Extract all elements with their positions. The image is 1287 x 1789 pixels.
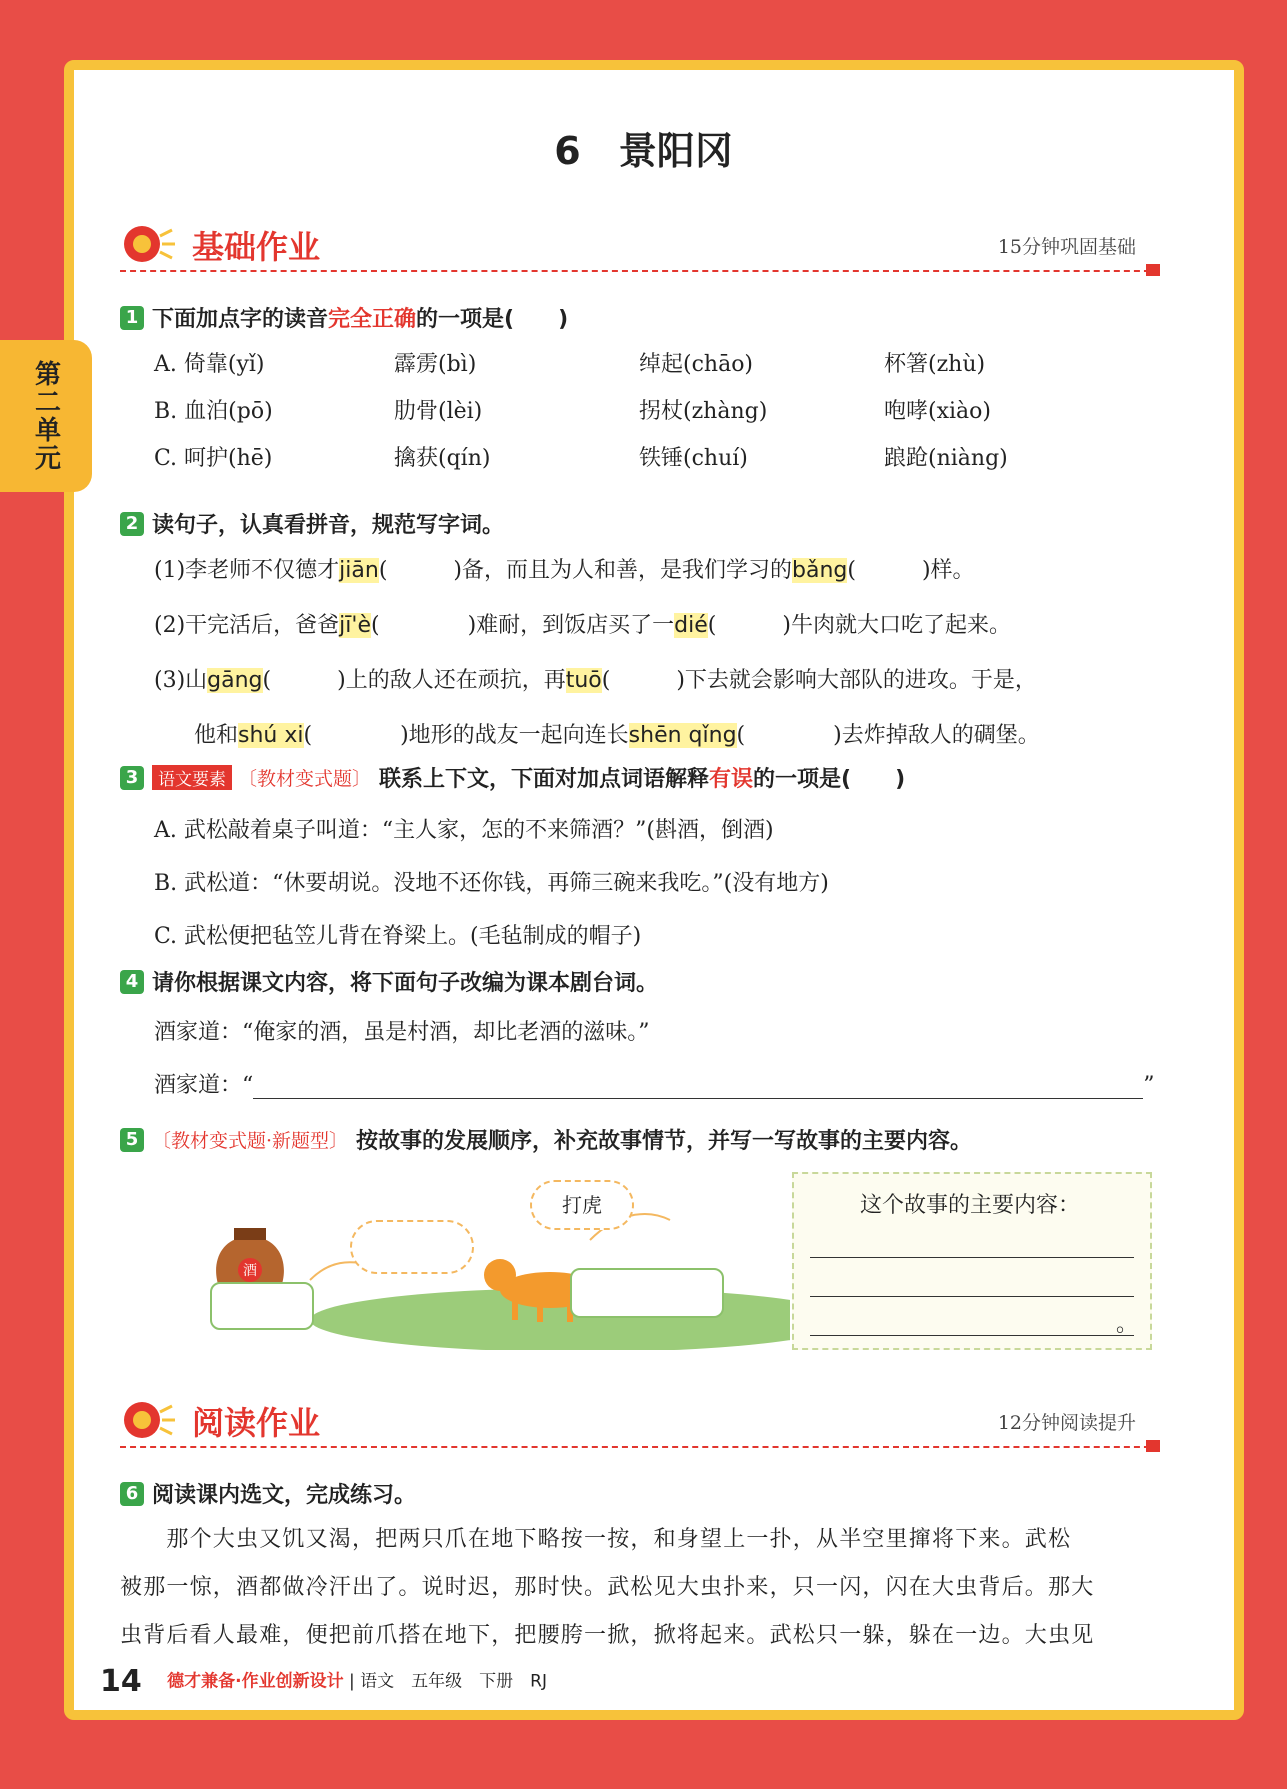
option-cell: 肋骨(lèi) [394,399,483,424]
main-content-label: 这个故事的主要内容： [860,1193,1081,1218]
quote-line: 酒家道：“俺家的酒，虽是村酒，却比老酒的滋味。” [154,1020,650,1045]
option-line: C. 武松便把毡笠儿背在脊梁上。(毛毡制成的帽子) [154,924,642,949]
option-cell: 杯箸(zhù) [884,352,986,377]
section-basic-header [120,216,1160,286]
option-cell: 拐杖(zhàng) [639,399,768,424]
option-line: A. 武松敲着桌子叫道：“主人家，怎的不来筛酒？”(斟酒，倒酒) [154,818,774,843]
answer-line: 酒家道：“ ” [154,1073,1155,1098]
passage-line: 被那一惊，酒都做冷汗出了。说时迟，那时快。武松见大虫扑来，只一闪，闪在大虫背后。那大 [120,1575,1095,1600]
question-number: 4 [120,970,144,994]
element-tag: 语文要素 [152,765,232,790]
passage-line: 虫背后看人最难，便把前爪搭在地下，把腰胯一掀，掀将起来。武松只一躲，躲在一边。大虫见 [120,1623,1095,1648]
jar-label: 酒 [243,1263,257,1279]
sentence-line: 他和shú xi( )地形的战友一起向连长shēn qǐng( )去炸掉敌人的碉堡。 [194,723,1040,748]
question-number: 2 [120,512,144,536]
unit-tab: 第二单元 [0,340,92,492]
page-footer: 14 德才兼备·作业创新设计 | 语文 五年级 下册 RJ [100,1664,547,1699]
variant-note: 〔教材变式题·新题型〕 [152,1130,349,1152]
question-6: 6 阅读课内选文，完成练习。 [120,1478,1160,1509]
end-mark: 。 [1115,1312,1138,1337]
option-cell: 踉跄(niàng) [884,446,1008,471]
divider-end-mark [1146,264,1160,276]
question-1: 1 下面加点字的读音 完全正确 的一项是( ) A. 倚靠(yǐ) 霹雳(bì) 绰起(chāo) 杯箸(zhù) B. 血泊(pō) 肋骨(lèi) 拐杖(zhàng) 咆哮(xiào) C. 呵护(hē) 擒获(qín) 铁锤(chuí) 踉跄(niàng) [120,302,1160,472]
plot-blank-1[interactable] [210,1282,314,1330]
dashed-divider [120,270,1160,272]
question-number: 5 [120,1128,144,1152]
alarm-icon [120,1392,176,1444]
book-info: 语文 五年级 下册 RJ [360,1671,547,1692]
dashed-divider [120,1446,1160,1448]
option-cell: A. 倚靠(yǐ) [154,352,265,377]
question-4: 4 请你根据课文内容，将下面句子改编为课本剧台词。 酒家道：“俺家的酒，虽是村酒，却比老酒的滋味。” 酒家道：“ ” [120,966,1160,1099]
divider-end-mark [1146,1440,1160,1452]
section-time-note: 15分钟巩固基础 [997,236,1136,258]
section-reading-header [120,1392,1160,1462]
main-content-line[interactable] [810,1258,1134,1297]
plot-cloud-label: 打虎 [530,1180,634,1230]
option-cell: 咆哮(xiào) [884,399,991,424]
option-cell: 霹雳(bì) [394,352,477,377]
option-cell: 绰起(chāo) [639,352,754,377]
sentence-line: (1)李老师不仅德才jiān( )备，而且为人和善，是我们学习的bǎng( )样。 [154,558,975,583]
question-number: 3 [120,766,144,790]
main-content-box [792,1172,1152,1350]
sentence-line: (2)干完活后，爸爸jī'è( )难耐，到饭店买了一dié( )牛肉就大口吃了起来。 [154,613,1011,638]
option-cell: B. 血泊(pō) [154,399,273,424]
question-5: 5 〔教材变式题·新题型〕 按故事的发展顺序，补充故事情节，并写一写故事的主要内容。 [120,1124,1160,1155]
page-title: 6 景阳冈 [554,129,733,173]
page-number: 14 [100,1664,142,1699]
question-3: 3 语文要素 〔教材变式题〕 联系上下文，下面对加点词语解释 有误 的一项是( ) A. 武松敲着桌子叫道：“主人家，怎的不来筛酒？”(斟酒，倒酒) B. 武松道：“休要胡说。没地不还你钱，再筛三碗来我吃。”(没有地方) C. 武松便把毡笠儿背在脊梁上。(毛毡制成的帽子) [120,762,1160,950]
passage-line: 那个大虫又饥又渴，把两只爪在地下略按一按，和身望上一扑，从半空里撺将下来。武松 [120,1527,1072,1552]
question-2: 2 读句子，认真看拼音，规范写字词。 (1)李老师不仅德才jiān( )备，而且为人和善，是我们学习的bǎng( )样。 (2)干完活后，爸爸jī'è( )难耐，到饭店买了一dié( )牛肉就大口吃了起来。 (3)山gāng( )上的敌人还在顽抗，再tuō( )下去就会影响大部队的进攻。于是， 他和shú xi( )地形的战友一起向连长shēn qǐng( )去炸掉敌人的碉堡。 [120,508,1160,749]
plot-blank-2[interactable] [350,1220,474,1274]
main-content-line[interactable] [810,1297,1134,1336]
alarm-icon [120,216,176,268]
question-number: 6 [120,1482,144,1506]
reading-passage [120,1516,1160,1660]
variant-note: 〔教材变式题〕 [238,768,372,790]
sentence-line: (3)山gāng( )上的敌人还在顽抗，再tuō( )下去就会影响大部队的进攻。于是， [154,668,1037,693]
option-line: B. 武松道：“休要胡说。没地不还你钱，再筛三碗来我吃。”(没有地方) [154,871,829,896]
question-number: 1 [120,306,144,330]
plot-blank-3[interactable] [570,1268,724,1318]
option-cell: 擒获(qín) [394,446,491,471]
options-grid [154,347,1160,472]
section-title: 阅读作业 [192,1404,321,1442]
answer-blank[interactable] [253,1076,1143,1099]
section-time-note: 12分钟阅读提升 [997,1412,1136,1434]
series-name: 德才兼备·作业创新设计 [167,1671,344,1692]
section-title: 基础作业 [192,228,321,266]
main-content-line[interactable] [810,1219,1134,1258]
option-cell: 铁锤(chuí) [639,446,748,471]
option-cell: C. 呵护(hē) [154,446,273,471]
